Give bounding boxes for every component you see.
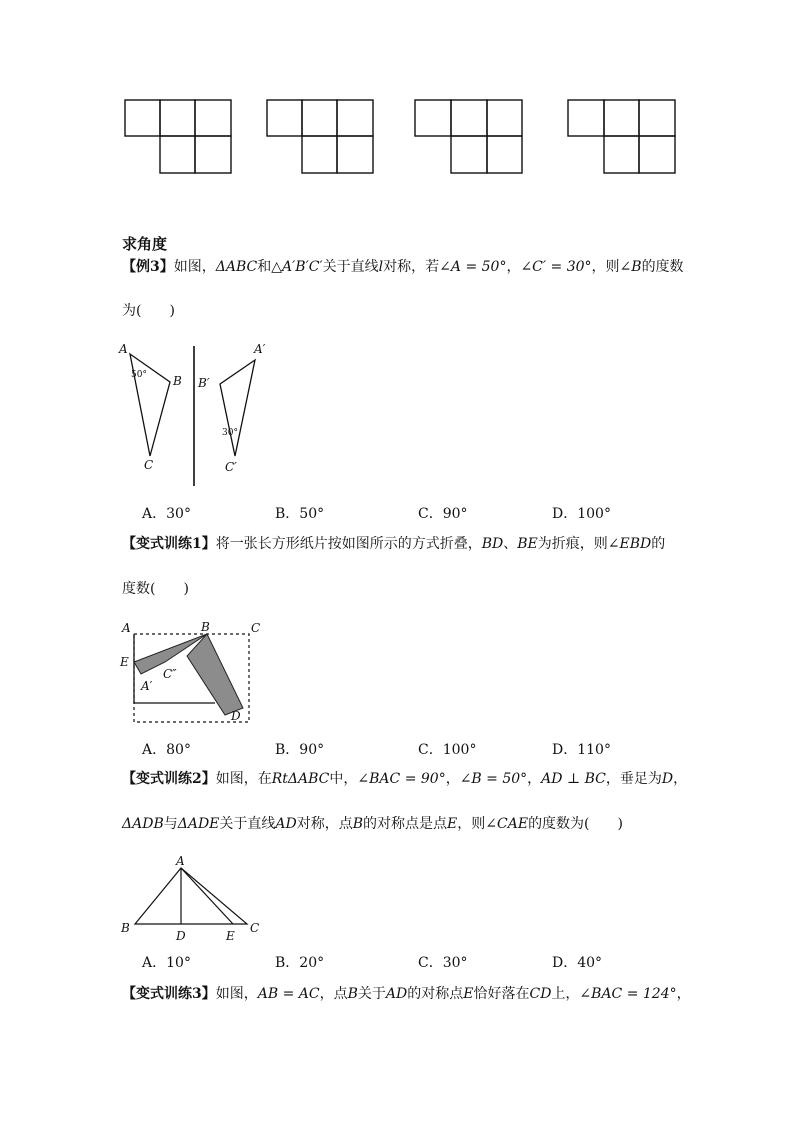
grid-figure-4	[568, 100, 675, 173]
label-d: D	[231, 709, 241, 723]
problem-tag: 【变式训练2】	[122, 771, 216, 787]
label-c: C	[144, 458, 154, 472]
label-a-prime: A′	[141, 679, 153, 693]
problem-tag: 【变式训练1】	[122, 536, 216, 552]
label-b: B	[121, 921, 130, 935]
label-a: A	[119, 342, 128, 356]
option-a[interactable]: A．80°	[142, 742, 191, 758]
figure-triangles-symmetric	[110, 338, 290, 488]
option-b[interactable]: B．50°	[275, 506, 325, 522]
option-c[interactable]: C．100°	[418, 742, 477, 758]
option-d[interactable]: D．100°	[552, 506, 611, 522]
label-a: A	[176, 854, 185, 868]
label-e: E	[120, 655, 129, 669]
label-c: C	[250, 921, 260, 935]
option-a[interactable]: A．30°	[142, 506, 191, 522]
grid-figure-1	[125, 100, 231, 173]
option-b[interactable]: B．20°	[275, 955, 325, 971]
problem-2-line2: 度数( )	[122, 581, 189, 597]
label-a: A	[122, 621, 131, 635]
label-c-double-prime: C″	[163, 667, 177, 681]
label-b-prime: B′	[198, 376, 210, 390]
grid-figure-3	[415, 100, 522, 173]
option-b[interactable]: B．90°	[275, 742, 325, 758]
label-c-prime: C′	[225, 460, 237, 474]
label-e: E	[226, 929, 235, 942]
problem-3-line1: 【变式训练2】如图，在RtΔABC中，∠BAC = 90°，∠B = 50°，AD ⊥ BC，垂足为D，	[122, 771, 688, 787]
problem-4-line1: 【变式训练3】如图，AB = AC，点B关于AD的对称点E恰好落在CD上，∠BAC = 124°，	[122, 986, 691, 1002]
label-b: B	[201, 620, 210, 634]
option-a[interactable]: A．10°	[142, 955, 191, 971]
problem-1-line1: 【例3】如图，ΔABC和△A′B′C′关于直线l对称，若∠A = 50°，∠C′ = 30°，则∠B的度数	[122, 259, 684, 275]
problem-2-line1: 【变式训练1】将一张长方形纸片按如图所示的方式折叠，BD、BE为折痕，则∠EBD的	[122, 536, 666, 552]
top-grid-figures	[0, 0, 800, 190]
problem-1-line2: 为( )	[122, 303, 175, 319]
label-b: B	[173, 374, 182, 388]
label-c: C	[251, 621, 261, 635]
label-d: D	[176, 929, 186, 942]
angle-50: 50°	[131, 370, 147, 380]
section-title: 求角度	[122, 235, 168, 253]
angle-30: 30°	[222, 428, 238, 438]
problem-tag: 【变式训练3】	[122, 986, 216, 1002]
figure-right-triangle	[115, 852, 275, 942]
problem-tag: 【例3】	[122, 259, 174, 275]
grid-figure-2	[267, 100, 373, 173]
option-d[interactable]: D．40°	[552, 955, 603, 971]
problem-3-line2: ΔADB与ΔADE关于直线AD对称，点B的对称点是点E，则∠CAE的度数为( )	[122, 816, 623, 832]
option-c[interactable]: C．90°	[418, 506, 468, 522]
option-d[interactable]: D．110°	[552, 742, 611, 758]
figure-folded-rectangle	[115, 616, 275, 728]
label-a-prime: A′	[254, 342, 266, 356]
option-c[interactable]: C．30°	[418, 955, 468, 971]
